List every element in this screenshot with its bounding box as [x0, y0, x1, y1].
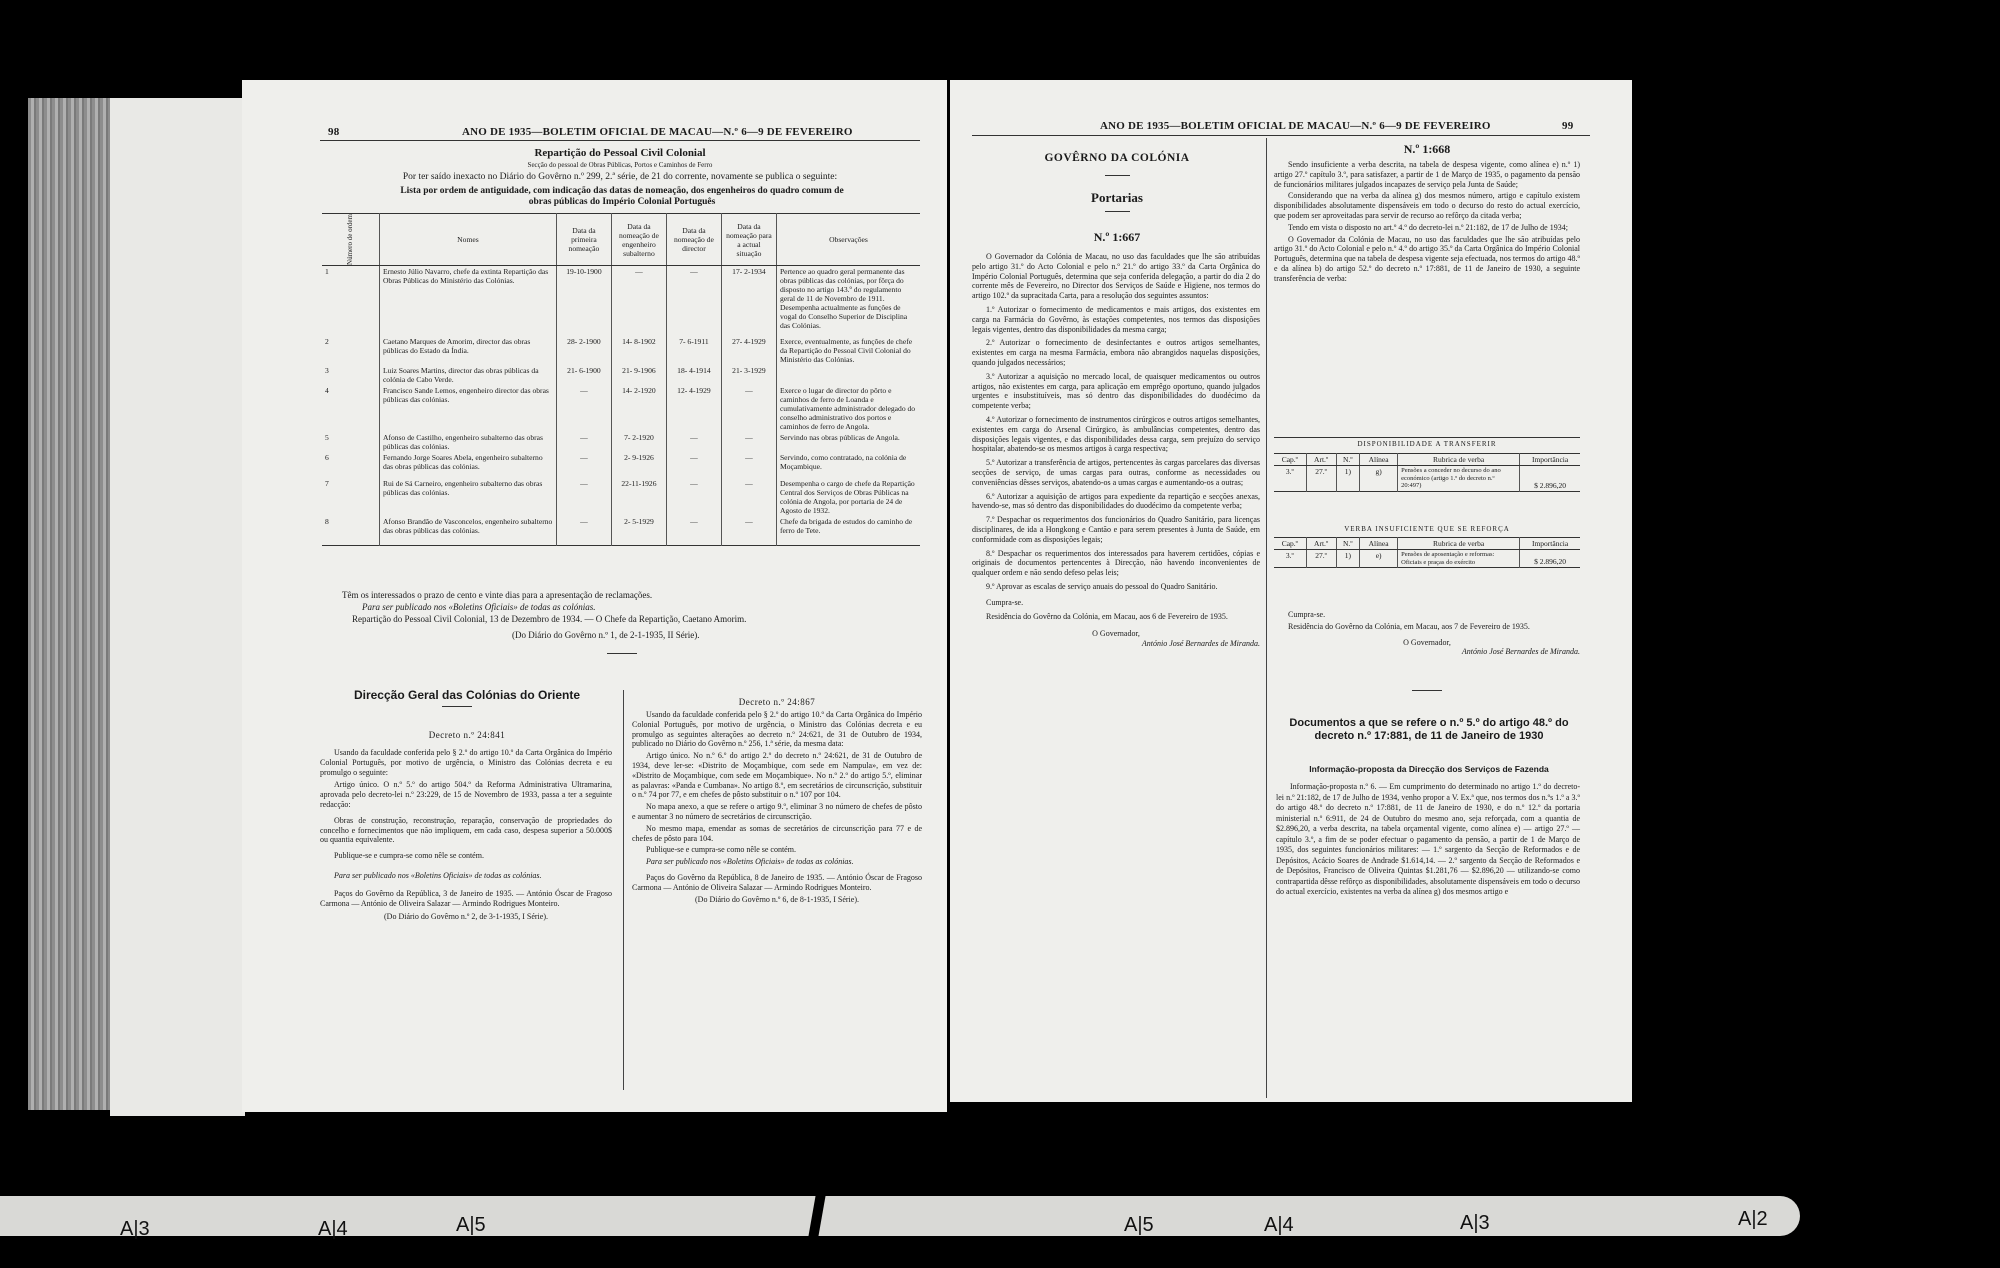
row-date-director: — — [666, 432, 721, 452]
cell-art: 27.º — [1306, 550, 1336, 568]
row-name: Afonso Brandão de Vasconcelos, engenheiro subalterno das obras públicas das colónias. — [379, 516, 556, 546]
row-observations: Exerce o lugar de director do pôrto e caminhos de ferro de Loanda e cumulativamente administrador delegado do conselho administrativo dos portos e caminhos de ferro de Angola. — [779, 385, 916, 431]
cell-rubrica: Pensões a conceder no decurso do ano económico (artigo 1.º do decreto n.º 20:497) — [1398, 466, 1520, 492]
governor-label: O Governador, — [1092, 629, 1140, 639]
col-num: N.º — [1336, 538, 1359, 550]
row-date-current: — — [721, 432, 776, 452]
portaria-item: 8.º Despachar os requerimentos dos interessados para haverem certidões, cópias e originais de documentos pertencentes à Direcção, não havendo inconvenientes de qualquer ordem e não sendo defeso pelas leis; — [972, 548, 1260, 578]
col-cap: Cap.º — [1274, 454, 1306, 466]
table-row — [322, 365, 920, 385]
portaria-item: 7.º Despachar os requerimentos dos funcionários do Quadro Sanitário, para licenças disciplinares, de ida a Hongkong e Cantão e para serem presentes à Junta de Saúde, em conformidade com as disposições legais; — [972, 515, 1260, 544]
decree-paragraph: Para ser publicado nos «Boletins Oficiais» de todas as colónias. — [646, 857, 854, 867]
table-row — [322, 385, 920, 432]
frame-label: A|3 — [1460, 1212, 1490, 1234]
decree-signatures: Paços do Govêrno da República, 3 de Janeiro de 1935. — António Óscar de Fragoso Carmona — António de Oliveira Salazar — Armindo Rodrigues Monteiro. — [320, 888, 612, 908]
row-observations: Chefe da brigada de estudos do caminho de ferro de Tete. — [779, 516, 913, 535]
divider — [607, 653, 637, 654]
cell-alinea: e) — [1360, 550, 1398, 568]
decree-paragraph: Para ser publicado nos «Boletins Oficiais» de todas as colónias. — [334, 870, 542, 880]
governor-label: O Governador, — [1403, 637, 1451, 647]
portaria-1668-number: N.º 1:668 — [1403, 142, 1451, 156]
engineers-table — [322, 213, 920, 546]
row-name: Ernesto Júlio Navarro, chefe da extinta Repartição das Obras Públicas do Ministério das Colónias. — [379, 266, 556, 336]
film-edge-strip — [28, 98, 110, 1110]
divider — [1105, 175, 1130, 176]
divider — [1105, 211, 1130, 212]
header-rule — [320, 140, 920, 141]
row-number: 7 — [322, 478, 379, 516]
row-number: 8 — [322, 516, 379, 546]
row-date-subaltern: 14- 2-1920 — [611, 385, 666, 432]
section-title: Repartição do Pessoal Civil Colonial — [534, 147, 706, 159]
portarias-title: Portarias — [1091, 190, 1143, 205]
diario-source: (Do Diário do Govêrno n.º 2, de 3-1-1935, I Série). — [384, 912, 548, 922]
col-header-subaltern-appointment: Data da nomeação de engenheiro subalterno — [611, 214, 666, 266]
row-number: 2 — [322, 336, 379, 365]
row-name: Rui de Sá Carneiro, engenheiro subalterno das obras públicas das colónias. — [379, 478, 556, 516]
table-row — [1274, 466, 1580, 492]
publication-note: Para ser publicado nos «Boletins Oficiais» de todas as colónias. — [362, 602, 596, 612]
portaria-item: 2.º Autorizar o fornecimento de desinfectantes e outros artigos semelhantes, existentes em carga na mesma Farmácia, embora não abrangidos naquelas disposições, quando julgados necessários; — [972, 338, 1260, 367]
col-header-observations: Observações — [776, 214, 920, 266]
cell-alinea: g) — [1360, 466, 1398, 492]
table-row — [322, 432, 920, 452]
cumpra-se: Cumpra-se. — [986, 597, 1024, 607]
row-number: 4 — [322, 385, 379, 432]
claims-notice: Têm os interessados o prazo de cento e vinte dias para a apresentação de reclamações. — [342, 590, 653, 600]
row-date-director: — — [666, 452, 721, 478]
frame-label: A|2 — [1738, 1208, 1768, 1230]
table-row — [1274, 550, 1580, 568]
film-bottom-strip — [0, 1196, 1800, 1236]
cell-importancia: $ 2.896,20 — [1534, 557, 1567, 566]
column-divider — [623, 690, 624, 1090]
col-num: N.º — [1336, 454, 1359, 466]
table-row — [322, 452, 920, 478]
frame-label: A|4 — [1264, 1214, 1294, 1236]
col-alinea: Alínea — [1360, 538, 1398, 550]
divider — [1412, 690, 1442, 691]
row-date-current: 27- 4-1929 — [721, 336, 776, 365]
decree-24841-body — [320, 748, 612, 922]
decree-paragraph: No mesmo mapa, emendar as somas de secretários de circunscrição para 77 e de chefes de pôsto para 104. — [632, 823, 922, 843]
residence-date: Residência do Govêrno da Colónia, em Macau, aos 6 de Fevereiro de 1935. — [986, 611, 1228, 621]
decree-24841-title: Decreto n.º 24:841 — [428, 730, 506, 740]
section-subtitle: Secção do pessoal de Obras Públicas, Portos e Caminhos de Ferro — [527, 161, 713, 169]
row-date-current: — — [721, 452, 776, 478]
row-date-first: — — [556, 385, 611, 432]
row-date-first: 21- 6-1900 — [556, 365, 611, 385]
col-alinea: Alínea — [1360, 454, 1398, 466]
decree-paragraph: Usando da faculdade conferida pelo § 2.º do artigo 10.º da Carta Orgânica do Império Colonial Português, por motivo de urgência, o Ministro das Colónias decreta e eu promulgo o seguinte: — [320, 748, 612, 777]
row-date-first: — — [556, 478, 611, 516]
row-observations — [776, 365, 920, 385]
col-art: Art.º — [1306, 538, 1336, 550]
portaria-intro: O Governador da Colónia de Macau, no uso das faculdades que lhe são atribuídas pelo artigo 31.º do Acto Colonial e pelo n.º 21.º do artigo 33.º da Carta Orgânica do Império Colonial Português, determina que seja conferida delegação, a partir do dia 2 do corrente mês de Fevereiro, no Director dos Serviços de Saúde e Higiene, nos termos do artigo 102.º da supracitada Carta, para a resolução dos seguintes assuntos: — [972, 252, 1260, 301]
decree-24867-body — [632, 710, 922, 904]
decree-24867-title: Decreto n.º 24:867 — [738, 697, 816, 707]
decree-signatures: Paços do Govêrno da República, 8 de Janeiro de 1935. — António Óscar de Fragoso Carmona — António de Oliveira Salazar — Armindo Rodrigues Monteiro. — [632, 872, 922, 892]
portaria-item: 5.º Autorizar a transferência de artigos, pertencentes às cargas parcelares das diversas secções de serviço, de umas cargas para outras, conforme as necessidades ou conveniências dêsses serviços, abatendo-os a umas cargas e aumentando-os a outras; — [972, 458, 1260, 487]
decree-paragraph: Publique-se e cumpra-se como nêle se contém. — [334, 851, 484, 861]
docs-title: Documentos a que se refere o n.º 5.º do artigo 48.º do decreto n.º 17:881, de 11 de Janeiro de 1930 — [1289, 717, 1569, 742]
intro-text: Por ter saído inexacto no Diário do Govêrno n.º 299, 2.ª série, de 21 do corrente, novamente se publica o seguinte: — [402, 172, 838, 182]
cell-rubrica: Pensões de aposentação e reformas: Oficiais e praças do exército — [1398, 550, 1520, 568]
row-date-director: 7- 6-1911 — [666, 336, 721, 365]
row-date-current: — — [721, 385, 776, 432]
repartition-signature: Repartição do Pessoal Civil Colonial, 13 de Dezembro de 1934. — O Chefe da Repartição, Caetano Amorim. — [352, 614, 747, 624]
table-row — [322, 478, 920, 516]
decree-paragraph: Obras de construção, reconstrução, reparação, conservação de propriedades do concelho e fornecimentos que não impliquem, em cada caso, despesa superior a 50.000$ ou quantia equivalente. — [320, 815, 612, 845]
governor-signature: António José Bernardes de Miranda. — [1461, 647, 1580, 657]
decree-paragraph: Artigo único. No n.º 6.º do artigo 2.º do decreto n.º 24:621, de 31 de Outubro de 1934, deve ler-se: «Distrito de Moçambique, com sede em Nampula», em vez de: «Distrito de Moçambique, com sede em Moçambique». No n.º 2.º do artigo 5.º, eliminar as palavras: «Panda e Cumbana». No artigo 8.º, em secretários de circunscrição, substituir o n.º 74 por 77, e em chefes de pôsto substituir o n.º 107 por 104. — [632, 751, 922, 800]
portaria-item: 3.º Autorizar a aquisição no mercado local, de quaisquer medicamentos ou outros artigos, não existentes em carga, para aplicação em emprêgo oportuno, quando julgados urgentes e insubstituíveis, mas só dentro das disponibilidades do duodécimo da competente verba; — [972, 371, 1260, 411]
row-date-first: — — [556, 452, 611, 478]
portaria-item: 1.º Autorizar o fornecimento de medicamentos e mais artigos, dos existentes em carga na Farmácia do Govêrno, às estações competentes, nos termos das disposições legais vigentes, dentro das disponibilidades da mesma carga; — [972, 304, 1260, 334]
decree-paragraph: Usando da faculdade conferida pelo § 2.º do artigo 10.º da Carta Orgânica do Império Colonial Português, por motivo de urgência, o Ministro das Colónias decreta e eu promulgo as seguintes alterações ao decreto n.º 24:621, de 31 de Outubro de 1934, publicado no Diário do Govêrno n.º 256, 1.ª série, da mesma data: — [632, 710, 922, 749]
row-name: Francisco Sande Lemos, engenheiro director das obras públicas das colónias. — [379, 385, 556, 432]
row-date-first: — — [556, 432, 611, 452]
portaria-1667-body — [972, 252, 1260, 649]
decree-paragraph: Publique-se e cumpra-se como nêle se contém. — [646, 845, 796, 855]
row-observations: Exerce, eventualmente, as funções de chefe da Repartição do Pessoal Civil Colonial do Ministério das Colónias. — [779, 336, 913, 364]
row-date-first: 28- 2-1900 — [556, 336, 611, 365]
decree-paragraph: Artigo único. O n.º 5.º do artigo 504.º da Reforma Administrativa Ultramarina, aprovada pelo decreto-lei n.º 23:229, de 15 de Novembro de 1933, passa a ter a seguinte redacção: — [320, 780, 612, 809]
col-art: Art.º — [1306, 454, 1336, 466]
cell-art: 27.º — [1306, 466, 1336, 492]
col-header-names: Nomes — [379, 214, 556, 266]
row-date-current: 17- 2-1934 — [721, 266, 776, 336]
left-page — [242, 80, 947, 1112]
cell-num: 1) — [1336, 550, 1359, 568]
portaria-paragraph: O Governador da Colónia de Macau, no uso das faculdades que lhe são atribuídas pelo artigo 31.º do Acto Colonial e pelo n.º 4.º do artigo 35.º da Carta Orgânica do Império Colonial Português, determina que na tabela de despesa vigente seja efectuada, nos termos do artigo 48.º e da alínea b) do artigo 52.º do decreto n.º 17:881, de 11 de Janeiro de 1930, a seguinte transferência de verba: — [1274, 234, 1580, 283]
col-header-current-situation: Data da nomeação para a actual situação — [721, 214, 776, 266]
diario-source-1: (Do Diário do Govêrno n.º 1, de 2-1-1935, II Série). — [512, 630, 700, 640]
row-date-subaltern: 21- 9-1906 — [611, 365, 666, 385]
row-date-director: — — [666, 266, 721, 336]
residence-date: Residência do Govêrno da Colónia, em Macau, aos 7 de Fevereiro de 1935. — [1288, 621, 1530, 631]
disp-table — [1274, 453, 1580, 492]
diario-source: (Do Diário do Govêrno n.º 6, de 8-1-1935, I Série). — [695, 894, 859, 904]
row-date-subaltern: 7- 2-1920 — [611, 432, 666, 452]
portaria-item: 4.º Autorizar o fornecimento de instrumentos cirúrgicos e outros artigos semelhantes, existentes em carga do Arsenal Cirúrgico, às ambulâncias competentes, dentro das disposições legais vigentes, e das disponibilidades dessa carga, sem prejuízo do serviço hospitalar, abatendo-se os mesmos artigos à carga respectiva; — [972, 414, 1260, 454]
portaria-1668-body — [1274, 160, 1580, 284]
divider — [442, 706, 472, 707]
row-date-current: — — [721, 478, 776, 516]
direction-title: Direcção Geral das Colónias do Oriente — [353, 688, 581, 702]
running-header-left: ANO DE 1935—BOLETIM OFICIAL DE MACAU—N.º 6—9 DE FEVEREIRO — [462, 126, 853, 138]
portaria-item: 9.º Aprovar as escalas de serviço anuais do pessoal do Quadro Sanitário. — [986, 581, 1218, 591]
table-row — [322, 516, 920, 546]
row-name: Luiz Soares Martins, director das obras públicas da colónia de Cabo Verde. — [379, 365, 556, 385]
portaria-1668-closing — [1274, 610, 1580, 657]
col-cap: Cap.º — [1274, 538, 1306, 550]
cell-cap: 3.º — [1274, 550, 1306, 568]
col-header-number: Número de ordem — [322, 214, 379, 266]
page-number-left: 98 — [328, 126, 340, 138]
table-row — [322, 266, 920, 336]
portaria-paragraph: Considerando que na verba da alínea g) dos mesmos número, artigo e capítulo existem disponibilidades absolutamente dispensáveis em todo o decurso do resto do actual exercício, que podem ser aproveitadas para servir de recurso ao refôrço da citada verba; — [1274, 191, 1580, 220]
table-row — [322, 336, 920, 365]
running-header-right: ANO DE 1935—BOLETIM OFICIAL DE MACAU—N.º 6—9 DE FEVEREIRO — [1100, 120, 1491, 132]
insuf-title: VERBA INSUFICIENTE QUE SE REFORÇA — [1344, 525, 1510, 533]
row-date-first: 19-10-1900 — [556, 266, 611, 336]
row-date-subaltern: — — [611, 266, 666, 336]
col-importancia: Importância — [1520, 538, 1580, 550]
row-date-current: — — [721, 516, 776, 546]
cell-cap: 3.º — [1274, 466, 1306, 492]
row-date-director: 18- 4-1914 — [666, 365, 721, 385]
row-date-subaltern: 22-11-1926 — [611, 478, 666, 516]
right-page — [950, 80, 1632, 1102]
frame-label: A|3 — [120, 1218, 150, 1240]
row-number: 5 — [322, 432, 379, 452]
list-title: Lista por ordem de antiguidade, com indicação das datas de nomeação, dos engenheiros do quadro comum de obras públicas do Império Colonial Português — [400, 186, 844, 207]
governor-signature: António José Bernardes de Miranda. — [1141, 639, 1260, 649]
col-header-director-appointment: Data da nomeação de director — [666, 214, 721, 266]
portaria-1667-number: N.º 1:667 — [1093, 230, 1141, 244]
info-title: Informação-proposta da Direcção dos Serviços de Fazenda — [1309, 764, 1549, 774]
row-number: 6 — [322, 452, 379, 478]
portaria-paragraph: Sendo insuficiente a verba descrita, na tabela de despesa vigente, como alínea e) n.º 1) artigo 27.º capítulo 3.º, para satisfazer, a partir de 1 de Março de 1935, o pagamento da pensão de funcionários militares julgados incapazes de serviço pela Junta de Saúde; — [1274, 160, 1580, 189]
row-date-subaltern: 14- 8-1902 — [611, 336, 666, 365]
row-date-director: 12- 4-1929 — [666, 385, 721, 432]
row-name: Fernando Jorge Soares Abela, engenheiro subalterno das obras públicas das colónias. — [379, 452, 556, 478]
row-date-director: — — [666, 516, 721, 546]
portaria-paragraph: Tendo em vista o disposto no art.º 4.º do decreto-lei n.º 21:182, de 17 de Julho de 1934; — [1288, 222, 1568, 232]
row-name: Afonso de Castilho, engenheiro subalterno das obras públicas das colónias. — [379, 432, 556, 452]
row-observations: Servindo, como contratado, na colónia de Moçambique. — [779, 452, 907, 471]
info-text: Informação-proposta n.º 6. — Em cumprimento do determinado no artigo 1.º do decreto-lei n.º 21:182, de 17 de Julho de 1934, venho propor a V. Ex.ª que, nos termos dos n.ºs 1.º a 3.º do artigo 48.º do decreto n.º 17:881, de 11 de Janeiro de 1930, e do n.º 12.º da portaria ministerial n.º 6:911, de 24 de Outubro do mesmo ano, seja reforçada, com a quantia de $2.896,20, a verba descrita, na tabela orçamental vigente, como alínea e) — artigo 27.º — capítulo 3.º, a fim de se poder efectuar o pagamento da pensão, a partir de 1 de Março de 1935, dos seguintes funcionários militares: — 1.º sargento da Secção de Reformados e de Depósitos, Acácio Soares de Andrade $1.614,14. — 2.º sargento da Secção de Reformados e de Depósitos, Francisco de Oliveira Quintas $1.281,76 — $2.896,20 — utilizando-se como contrapartida dêsse refôrço as disponibilidades, absolutamente dispensáveis em todo o decurso do actual exercício, existentes na verba da alínea g) dos mesmos artigo e — [1276, 782, 1580, 896]
row-observations: Pertence ao quadro geral permanente das obras públicas das colónias, por fôrça do disposto no artigo 143.º do regulamento geral de 11 de Novembro de 1911. Desempenha actualmente as funções de vogal do Conselho Superior de Disciplina das Colónias. — [779, 267, 908, 330]
row-date-subaltern: 2- 9-1926 — [611, 452, 666, 478]
gov-title: GOVÊRNO DA COLÓNIA — [1044, 152, 1190, 164]
insuf-table — [1274, 537, 1580, 568]
cell-num: 1) — [1336, 466, 1359, 492]
row-date-subaltern: 2- 5-1929 — [611, 516, 666, 546]
row-number: 1 — [322, 266, 379, 336]
frame-label: A|4 — [318, 1218, 348, 1240]
col-rubrica: Rubrica de verba — [1398, 538, 1520, 550]
disp-title: DISPONIBILIDADE A TRANSFERIR — [1274, 437, 1580, 448]
decree-paragraph: No mapa anexo, a que se refere o artigo 9.º, eliminar 3 no número de chefes de pôsto e aumentar 3 no número de secretários de circunscrição. — [632, 802, 922, 821]
frame-label: A|5 — [1124, 1214, 1154, 1236]
column-divider — [1266, 138, 1267, 1098]
col-rubrica: Rubrica de verba — [1398, 454, 1520, 466]
row-observations: Servindo nas obras públicas de Angola. — [779, 432, 900, 442]
portaria-item: 6.º Autorizar a aquisição de artigos para expediente da repartição e secções anexas, havendo-se, mas só dentro das disponibilidades do duodécimo da competente verba; — [972, 491, 1260, 511]
frame-label: A|5 — [456, 1214, 486, 1236]
row-observations: Desempenha o cargo de chefe da Repartição Central dos Serviços de Obras Públicas na colónia de Angola, por portaria de 24 de Agosto de 1932. — [779, 478, 915, 515]
cumpra-se: Cumpra-se. — [1288, 610, 1326, 619]
col-header-first-appointment: Data da primeira nomeação — [556, 214, 611, 266]
page-number-right: 99 — [1562, 120, 1574, 132]
underlying-page — [110, 98, 245, 1116]
header-rule — [972, 135, 1590, 136]
row-name: Caetano Marques de Amorim, director das obras públicas do Estado da Índia. — [379, 336, 556, 365]
cell-importancia: $ 2.896,20 — [1534, 480, 1567, 490]
row-number: 3 — [322, 365, 379, 385]
col-importancia: Importância — [1520, 454, 1580, 466]
row-date-director: — — [666, 478, 721, 516]
row-date-first: — — [556, 516, 611, 546]
row-date-current: 21- 3-1929 — [721, 365, 776, 385]
